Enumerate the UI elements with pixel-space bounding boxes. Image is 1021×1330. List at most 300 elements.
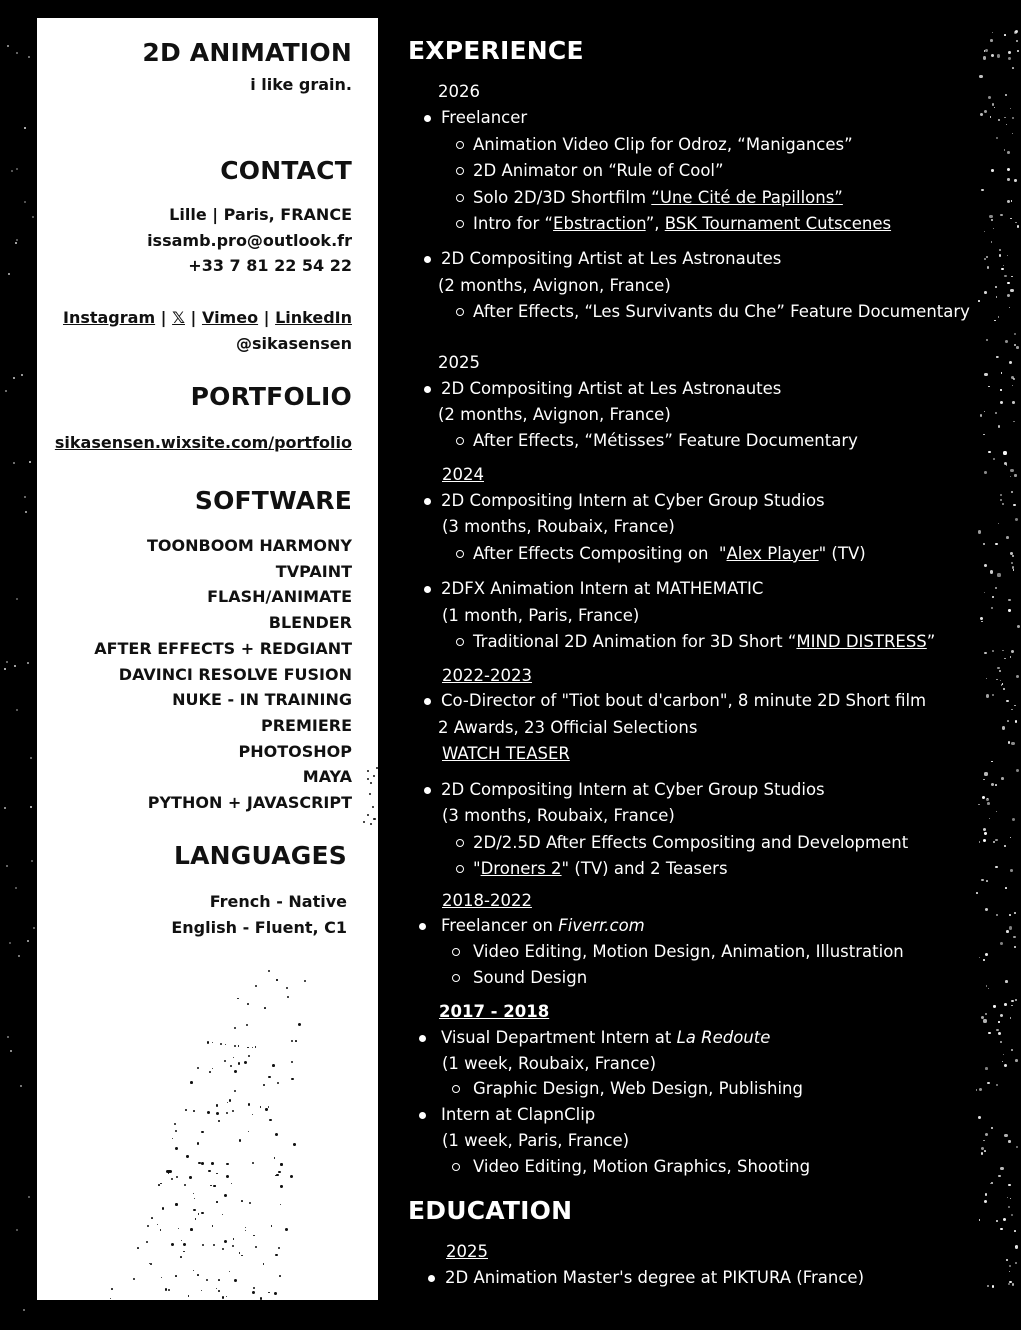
grain-speck <box>979 957 981 959</box>
grain-speck <box>30 757 32 759</box>
grain-speck <box>268 1107 269 1108</box>
software-item: BLENDER <box>268 613 352 633</box>
grain-speck <box>996 914 998 916</box>
grain-speck <box>1000 214 1003 217</box>
grain-speck <box>209 1071 211 1073</box>
exp-freelancer: Freelancer <box>441 108 528 127</box>
grain-speck <box>1000 1167 1003 1170</box>
grain-speck <box>986 985 988 987</box>
grain-speck <box>133 1278 135 1280</box>
software-item: TOONBOOM HARMONY <box>147 536 352 555</box>
grain-speck <box>181 1240 182 1241</box>
grain-speck <box>201 1162 204 1165</box>
grain-speck <box>979 841 980 842</box>
grain-speck <box>991 54 994 57</box>
grain-speck <box>992 694 994 696</box>
exp-sub-item: After Effects, “Les Survivants du Che” Feature Documentary <box>473 302 970 321</box>
grain-speck <box>1014 474 1016 476</box>
bsk-link[interactable]: BSK Tournament Cutscenes <box>664 214 892 233</box>
grain-speck <box>1011 562 1013 564</box>
grain-speck <box>7 45 9 47</box>
grain-speck <box>1008 741 1011 744</box>
exp-astronautes-2: 2D Compositing Artist at Les Astronautes <box>441 379 782 398</box>
grain-speck <box>987 802 990 805</box>
grain-speck <box>988 1032 991 1035</box>
grain-speck <box>991 607 992 608</box>
grain-speck <box>27 662 29 664</box>
grain-speck <box>225 1044 226 1045</box>
grain-speck <box>198 1213 199 1214</box>
grain-speck <box>981 1152 984 1155</box>
watch-teaser-link[interactable]: WATCH TEASER <box>442 744 570 763</box>
grain-speck <box>376 767 378 769</box>
grain-speck <box>990 116 992 118</box>
grain-speck <box>984 1200 987 1203</box>
grain-speck <box>234 1045 236 1047</box>
grain-speck <box>11 170 13 172</box>
grain-speck <box>1006 464 1007 465</box>
grain-speck <box>999 670 1001 672</box>
grain-speck <box>231 1183 232 1184</box>
grain-speck <box>983 543 984 544</box>
grain-speck <box>979 1088 982 1091</box>
grain-speck <box>226 1296 227 1297</box>
tagline: i like grain. <box>250 75 352 94</box>
grain-speck <box>226 1112 228 1114</box>
grain-speck <box>255 1246 257 1248</box>
grain-speck <box>1001 684 1002 685</box>
language-item: English - Fluent, C1 <box>171 917 347 937</box>
grain-speck <box>978 530 981 533</box>
grain-speck <box>222 1248 225 1251</box>
grain-speck <box>280 1163 282 1165</box>
grain-speck <box>978 1116 981 1119</box>
grain-speck <box>1010 289 1013 292</box>
grain-speck <box>252 1162 254 1164</box>
grain-speck <box>1002 726 1005 729</box>
grain-speck <box>146 1241 148 1243</box>
grain-speck <box>248 1055 250 1057</box>
grain-speck <box>1015 222 1017 224</box>
grain-speck <box>1004 658 1005 659</box>
grain-speck <box>995 866 997 868</box>
grain-speck <box>1016 769 1019 772</box>
grain-speck <box>1016 40 1018 42</box>
text: " (TV) and 2 Teasers <box>561 859 728 878</box>
grain-speck <box>218 1279 220 1281</box>
grain-speck <box>984 231 985 232</box>
shortfilm-link[interactable]: “Une Cité de Papillons” <box>651 188 843 207</box>
grain-speck <box>111 1288 113 1290</box>
software-item: TVPAINT <box>275 561 352 581</box>
grain-speck <box>21 374 23 376</box>
grain-speck <box>1000 1014 1003 1017</box>
grain-speck <box>285 1228 288 1231</box>
software-item: PHOTOSHOP <box>238 741 352 761</box>
grain-speck <box>260 1106 261 1107</box>
grain-speck <box>990 39 993 42</box>
grain-speck <box>984 1150 986 1152</box>
grain-speck <box>252 1047 253 1048</box>
grain-speck <box>137 1247 139 1249</box>
grain-speck <box>201 1290 202 1291</box>
grain-speck <box>996 1029 998 1031</box>
grain-speck <box>993 841 995 843</box>
grain-speck <box>171 1178 174 1181</box>
grain-speck <box>1004 1064 1007 1067</box>
grain-speck <box>978 804 979 805</box>
grain-speck <box>16 52 18 54</box>
grain-speck <box>980 113 983 116</box>
grain-speck <box>1014 1230 1016 1232</box>
grain-speck <box>23 1309 25 1311</box>
grain-speck <box>988 96 991 99</box>
grain-speck <box>1007 151 1010 154</box>
grain-speck <box>986 339 988 341</box>
grain-speck <box>28 56 30 58</box>
text: Visual Department Intern at <box>441 1028 677 1047</box>
grain-speck <box>995 839 998 842</box>
grain-speck <box>15 242 17 244</box>
grain-speck <box>32 216 34 218</box>
software-item: AFTER EFFECTS + REDGIANT <box>94 638 352 658</box>
grain-speck <box>985 1133 988 1136</box>
grain-speck <box>1006 536 1009 539</box>
grain-speck <box>369 793 371 795</box>
grain-speck <box>986 880 988 882</box>
grain-speck <box>984 564 987 567</box>
grain-speck <box>976 892 978 894</box>
exp-la-redoute <box>441 1028 770 1048</box>
exp-fiverr <box>441 916 645 936</box>
grain-speck <box>224 1194 227 1197</box>
grain-speck <box>1011 709 1012 710</box>
grain-speck <box>992 32 993 33</box>
exp-sub-item <box>473 544 866 564</box>
grain-speck <box>253 1235 254 1236</box>
grain-speck <box>1009 1281 1011 1283</box>
grain-speck <box>991 783 994 786</box>
grain-speck <box>158 1184 160 1186</box>
grain-speck <box>1007 1197 1008 1198</box>
exp-sub-item: After Effects, “Métisses” Feature Documentary <box>473 431 858 450</box>
grain-speck <box>13 462 15 464</box>
grain-speck <box>287 996 289 998</box>
grain-speck <box>1015 1245 1018 1248</box>
grain-speck <box>1013 504 1016 507</box>
grain-speck <box>991 241 992 242</box>
social-links <box>63 305 352 331</box>
grain-speck <box>370 823 372 825</box>
grain-speck <box>1017 625 1020 628</box>
software-item: FLASH/ANIMATE <box>207 587 352 607</box>
grain-speck <box>1008 1140 1010 1142</box>
exp-sub-item <box>473 188 843 208</box>
grain-speck <box>1000 494 1002 496</box>
grain-speck <box>27 940 29 942</box>
grain-speck <box>992 650 994 652</box>
education-heading: EDUCATION <box>408 1196 573 1225</box>
grain-speck <box>15 887 17 889</box>
grain-speck <box>10 1050 12 1052</box>
grain-speck <box>1000 401 1003 404</box>
grain-speck <box>985 1193 987 1195</box>
grain-speck <box>1011 1214 1014 1217</box>
grain-speck <box>996 137 998 139</box>
grain-speck <box>988 386 989 387</box>
portfolio-heading: PORTFOLIO <box>190 382 352 411</box>
grain-speck <box>984 373 987 376</box>
grain-speck <box>207 1111 210 1114</box>
exp-sub-item: 2D Animator on “Rule of Cool” <box>473 161 724 180</box>
grain-speck <box>1008 1184 1010 1186</box>
grain-speck <box>274 1157 275 1158</box>
grain-speck <box>988 988 989 989</box>
grain-speck <box>1010 837 1011 838</box>
grain-speck <box>160 1183 162 1185</box>
grain-speck <box>983 56 986 59</box>
grain-speck <box>1005 887 1007 889</box>
grain-speck <box>1001 268 1004 271</box>
alex-player-link[interactable]: Alex Player <box>726 544 819 563</box>
grain-speck <box>984 291 987 294</box>
grain-speck <box>999 249 1001 251</box>
grain-speck <box>1006 700 1009 703</box>
grain-speck <box>998 1021 999 1022</box>
grain-speck <box>237 998 239 1000</box>
grain-speck <box>268 970 270 972</box>
grain-speck <box>253 1287 255 1289</box>
grain-speck <box>218 1120 220 1122</box>
droners-link[interactable]: Droners 2 <box>480 859 562 878</box>
education-item: 2D Animation Master's degree at PIKTURA (France) <box>445 1268 865 1287</box>
grain-speck <box>193 1110 195 1112</box>
grain-speck <box>214 1185 216 1187</box>
grain-speck <box>1004 845 1006 847</box>
grain-speck <box>172 1138 173 1139</box>
grain-speck <box>1014 333 1016 335</box>
portfolio-link <box>55 430 352 456</box>
year-2025: 2025 <box>438 353 480 372</box>
grain-speck <box>990 570 993 573</box>
grain-speck <box>220 1043 222 1045</box>
grain-speck <box>291 1061 293 1063</box>
grain-speck <box>987 1285 989 1287</box>
mind-distress-link[interactable]: MIND DISTRESS <box>796 632 927 651</box>
grain-speck <box>984 411 985 412</box>
grain-speck <box>1002 1061 1003 1062</box>
grain-speck <box>193 1270 194 1271</box>
grain-speck <box>374 818 376 820</box>
grain-speck <box>996 811 997 812</box>
x-link[interactable]: 𝕏 <box>172 308 185 327</box>
grain-speck <box>1011 1049 1013 1051</box>
grain-speck <box>984 471 987 474</box>
exp-sub-item: Graphic Design, Web Design, Publishing <box>473 1079 803 1098</box>
grain-speck <box>244 1061 247 1064</box>
contact-phone: +33 7 81 22 54 22 <box>188 256 352 275</box>
grain-speck <box>1007 200 1010 203</box>
grain-speck <box>1015 999 1017 1001</box>
grain-speck <box>1012 133 1013 134</box>
grain-speck <box>147 1225 149 1227</box>
grain-speck <box>1008 599 1011 602</box>
grain-speck <box>367 814 369 816</box>
grain-speck <box>1010 869 1013 872</box>
portfolio-url[interactable]: sikasensen.wixsite.com/portfolio <box>54 433 352 452</box>
grain-speck <box>995 784 997 786</box>
grain-speck <box>998 425 1001 428</box>
grain-speck <box>1007 255 1008 256</box>
grain-speck <box>980 414 983 417</box>
languages-heading: LANGUAGES <box>173 841 347 870</box>
grain-speck <box>224 1060 226 1062</box>
text: " <box>473 859 481 878</box>
grain-speck <box>1013 378 1015 380</box>
grain-speck <box>983 839 986 842</box>
grain-speck <box>183 1251 185 1253</box>
linkedin-link[interactable]: LinkedIn <box>275 308 352 327</box>
grain-speck <box>290 1175 293 1178</box>
grain-speck <box>1002 503 1004 505</box>
grain-speck <box>1000 499 1002 501</box>
exp-detail: (3 months, Roubaix, France) <box>442 806 675 825</box>
grain-speck <box>1001 372 1002 373</box>
grain-speck <box>222 1214 223 1215</box>
grain-speck <box>24 496 26 498</box>
grain-speck <box>275 1133 278 1136</box>
grain-speck <box>6 661 8 663</box>
grain-speck <box>16 709 18 711</box>
grain-speck <box>18 955 20 957</box>
grain-speck <box>197 1067 200 1070</box>
grain-speck <box>277 1082 279 1084</box>
grain-speck <box>171 1243 174 1246</box>
grain-speck <box>216 1112 219 1115</box>
grain-speck <box>986 256 987 257</box>
grain-speck <box>180 1256 182 1258</box>
grain-speck <box>998 1175 1000 1177</box>
grain-speck <box>999 254 1001 256</box>
grain-speck <box>1010 1198 1011 1199</box>
grain-speck <box>1007 294 1010 297</box>
ebstraction-link[interactable]: Ebstraction <box>553 214 646 233</box>
grain-speck <box>1017 50 1019 52</box>
languages-list <box>171 889 347 940</box>
software-item: MAYA <box>302 767 352 787</box>
grain-speck <box>992 1285 994 1287</box>
vimeo-link[interactable]: Vimeo <box>201 308 259 327</box>
grain-speck <box>1008 57 1011 60</box>
grain-speck <box>1005 340 1008 343</box>
exp-codirector: Co-Director of "Tiot bout d'carbon", 8 minute 2D Short film <box>441 691 927 710</box>
grain-speck <box>1010 476 1012 478</box>
grain-speck <box>207 1041 209 1043</box>
grain-speck <box>255 985 257 987</box>
grain-speck <box>1003 265 1004 266</box>
grain-speck <box>193 1209 195 1211</box>
grain-speck <box>998 1032 1001 1035</box>
grain-speck <box>1009 926 1012 929</box>
fiverr-name: Fiverr.com <box>558 916 645 935</box>
grain-speck <box>982 796 985 799</box>
grain-speck <box>183 1243 186 1246</box>
grain-speck <box>212 1042 213 1043</box>
instagram-link[interactable]: Instagram <box>62 308 156 327</box>
grain-speck <box>1010 108 1011 109</box>
grain-speck <box>234 1027 236 1029</box>
grain-speck <box>190 1081 193 1084</box>
grain-speck <box>1011 276 1012 277</box>
grain-speck <box>1015 1059 1018 1062</box>
grain-speck <box>985 1067 988 1070</box>
exp-sub-item: Sound Design <box>473 968 588 987</box>
grain-speck <box>222 1296 225 1299</box>
grain-speck <box>233 1057 234 1058</box>
grain-speck <box>996 679 998 681</box>
text: After Effects Compositing on " <box>473 544 727 563</box>
grain-speck <box>216 1201 217 1202</box>
grain-speck <box>157 1224 158 1225</box>
grain-speck <box>194 1198 195 1199</box>
grain-speck <box>218 1290 220 1292</box>
grain-speck <box>233 1238 235 1240</box>
grain-speck <box>263 1084 265 1086</box>
exp-detail: (1 month, Paris, France) <box>442 606 640 625</box>
grain-speck <box>989 818 990 819</box>
grain-speck <box>979 1219 981 1221</box>
grain-speck <box>208 1170 210 1172</box>
grain-speck <box>229 1271 230 1272</box>
grain-speck <box>1001 777 1004 780</box>
grain-speck <box>983 779 985 781</box>
exp-sub-item: Video Editing, Motion Graphics, Shooting <box>473 1157 811 1176</box>
grain-speck <box>1005 980 1008 983</box>
exp-sub-item: Animation Video Clip for Odroz, “Manigances” <box>473 135 853 154</box>
grain-speck <box>234 1090 236 1092</box>
grain-speck <box>1012 818 1015 821</box>
grain-speck <box>983 1019 986 1022</box>
grain-speck <box>1011 650 1014 653</box>
grain-speck <box>981 621 982 622</box>
text: ”, <box>645 214 665 233</box>
exp-clapnclip: Intern at ClapnClip <box>441 1105 596 1124</box>
grain-speck <box>1011 1005 1013 1007</box>
grain-speck <box>166 1170 169 1173</box>
grain-speck <box>247 1003 249 1005</box>
grain-speck <box>984 832 986 834</box>
grain-speck <box>168 1289 170 1291</box>
grain-speck <box>1004 1003 1007 1006</box>
grain-speck <box>1015 720 1017 722</box>
grain-speck <box>995 587 997 589</box>
contact-email[interactable]: issamb.pro@outlook.fr <box>147 231 352 250</box>
grain-speck <box>7 1036 9 1038</box>
grain-speck <box>1016 675 1019 678</box>
text: Freelancer on <box>441 916 559 935</box>
software-item: PREMIERE <box>260 715 352 735</box>
grain-speck <box>989 215 992 218</box>
grain-speck <box>275 1254 277 1256</box>
grain-speck <box>981 189 984 192</box>
grain-speck <box>202 1244 204 1246</box>
exp-detail: 2 Awards, 23 Official Selections <box>438 718 698 737</box>
grain-speck <box>30 806 32 808</box>
grain-speck <box>248 1103 250 1105</box>
grain-speck <box>1003 1054 1004 1055</box>
grain-speck <box>1016 346 1019 349</box>
grain-speck <box>1003 451 1006 454</box>
